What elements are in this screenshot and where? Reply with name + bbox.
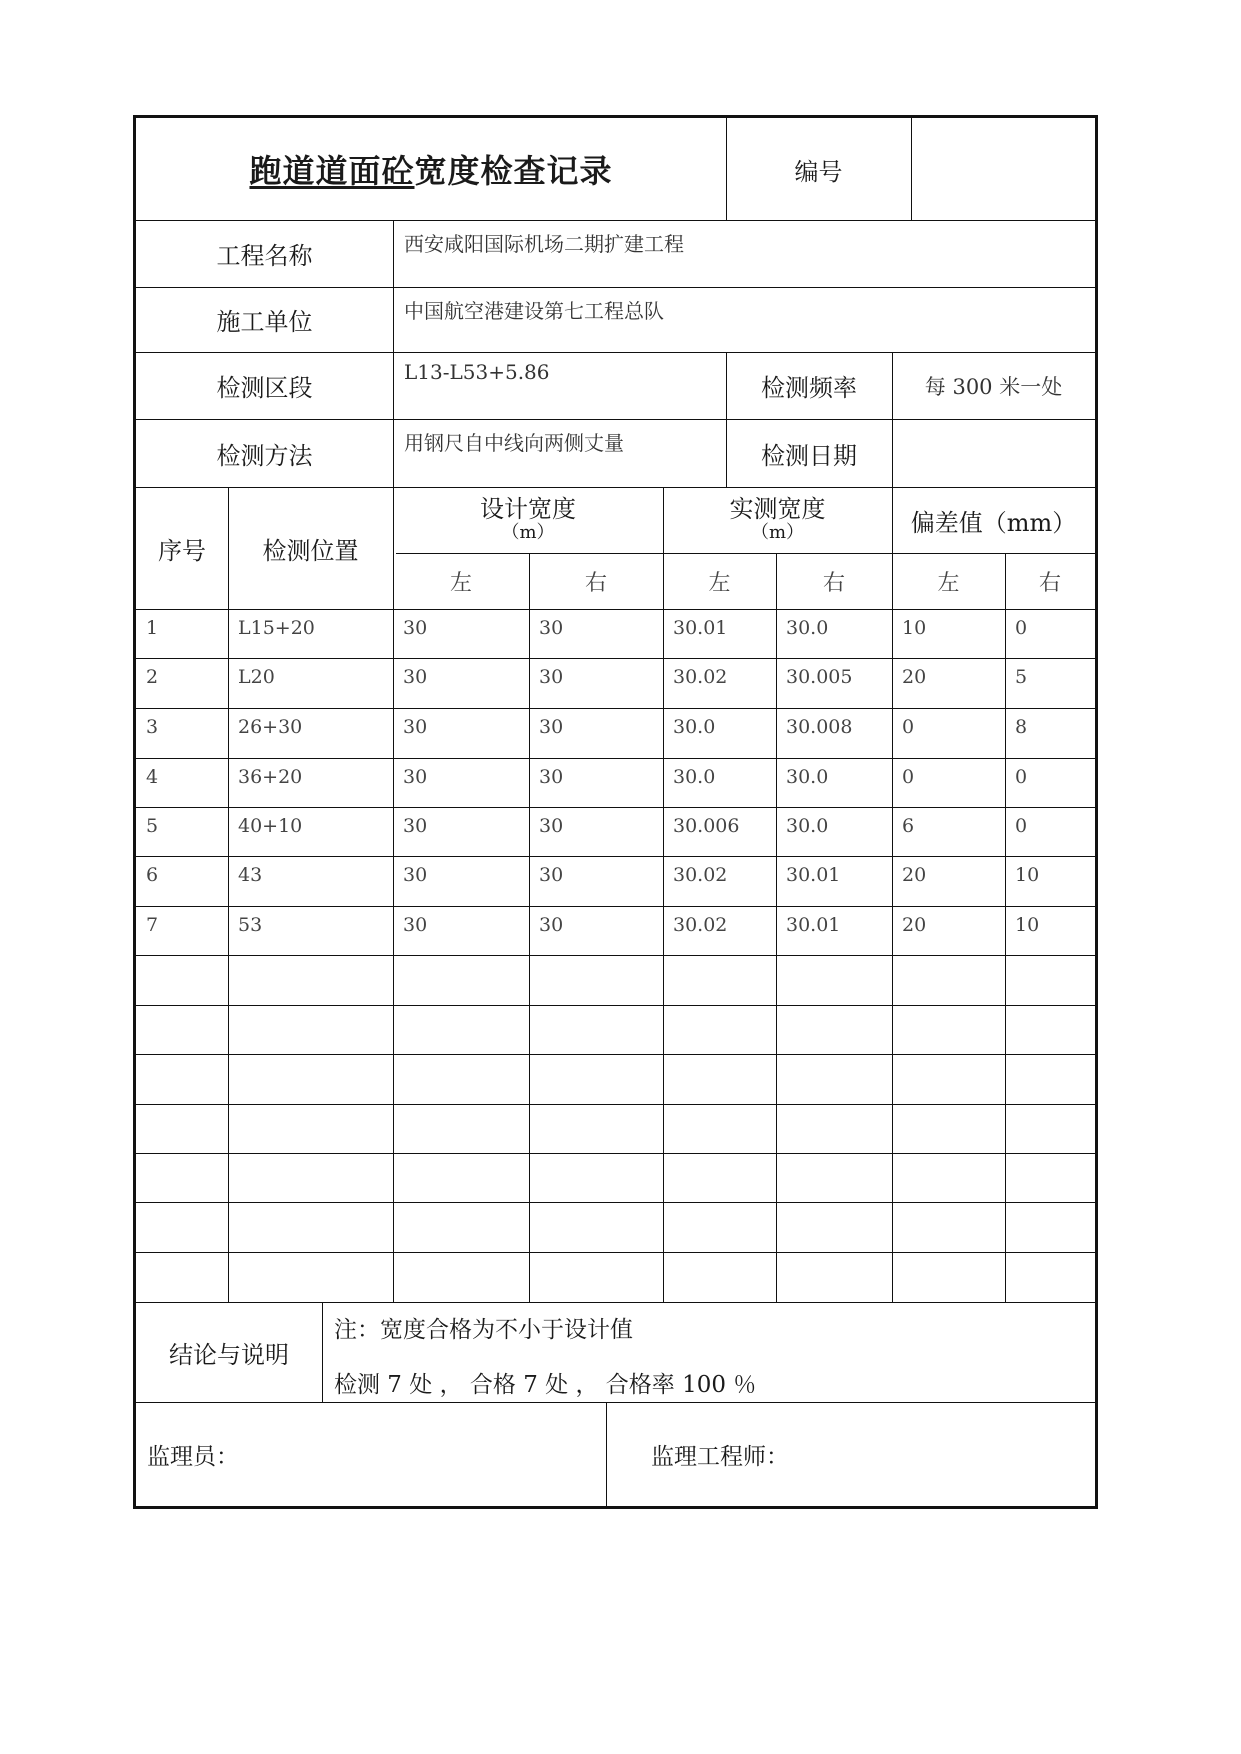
cell-seq: 2 — [146, 666, 159, 688]
cell-measured-right — [776, 1005, 892, 1054]
cell-deviation-left — [892, 1054, 1005, 1103]
cell-deviation-right: 10 — [1015, 914, 1040, 936]
method-value: 用钢尺自中线向两侧丈量 — [404, 431, 624, 455]
cell-deviation-right — [1005, 1202, 1095, 1251]
cell-design-right — [529, 1153, 663, 1202]
cell-measured-left: 30.006 — [673, 815, 740, 837]
col-measured-label: 实测宽度 — [729, 494, 826, 523]
cell-seq: 7 — [146, 914, 159, 936]
cell-deviation-left — [892, 1202, 1005, 1251]
cell-measured-right — [776, 1104, 892, 1153]
cell-measured-left: 30.01 — [673, 617, 728, 639]
cell-deviation-right: 5 — [1015, 666, 1028, 688]
col-measured-unit: （m） — [750, 522, 805, 544]
project-name-label: 工程名称 — [216, 242, 313, 270]
cell-measured-right: 30.0 — [786, 617, 829, 639]
cell-deviation-left: 20 — [902, 666, 927, 688]
inspection-record-form — [133, 115, 1098, 1509]
col-design-label: 设计宽度 — [480, 494, 576, 523]
cell-design-left: 30 — [403, 864, 428, 886]
cell-position: 26+30 — [238, 716, 303, 738]
cell-seq: 3 — [146, 716, 159, 738]
cell-measured-right: 30.008 — [786, 716, 853, 738]
cell-seq: 1 — [146, 617, 159, 639]
cell-position: L20 — [238, 666, 275, 688]
measured-right-header: 右 — [822, 570, 845, 596]
cell-measured-left — [663, 1104, 776, 1153]
cell-seq — [136, 1005, 228, 1054]
cell-deviation-left — [892, 1153, 1005, 1202]
col-deviation-header: 偏差值（mm） — [910, 508, 1077, 537]
cell-measured-left: 30.0 — [673, 766, 716, 788]
design-right-header: 右 — [584, 570, 607, 596]
cell-deviation-right — [1005, 955, 1095, 1004]
cell-seq: 6 — [146, 864, 159, 886]
cell-deviation-right: 0 — [1015, 766, 1028, 788]
cell-measured-right — [776, 955, 892, 1004]
col-position-header: 检测位置 — [262, 536, 359, 565]
cell-design-left: 30 — [403, 666, 428, 688]
col-design-header — [393, 487, 663, 553]
contractor-value: 中国航空港建设第七工程总队 — [404, 299, 664, 323]
cell-deviation-left: 20 — [902, 864, 927, 886]
cell-deviation-right — [1005, 1054, 1095, 1103]
cell-deviation-right — [1005, 1153, 1095, 1202]
date-label: 检测日期 — [761, 441, 857, 470]
form-title-rest: 宽度检查记录 — [414, 152, 613, 190]
cell-design-right: 30 — [539, 617, 564, 639]
cell-position — [228, 1202, 393, 1251]
cell-design-left — [393, 1252, 529, 1301]
cell-deviation-left: 10 — [902, 617, 927, 639]
cell-design-left — [393, 1054, 529, 1103]
cell-design-right — [529, 1054, 663, 1103]
date-value — [892, 419, 1095, 487]
cell-design-left — [393, 1202, 529, 1251]
cell-seq — [136, 955, 228, 1004]
cell-position — [228, 1005, 393, 1054]
cell-measured-left — [663, 1054, 776, 1103]
cell-design-right: 30 — [539, 864, 564, 886]
form-title — [136, 118, 726, 220]
cell-measured-right — [776, 1202, 892, 1251]
cell-measured-left — [663, 1005, 776, 1054]
cell-measured-right — [776, 1054, 892, 1103]
number-value — [911, 118, 1095, 220]
cell-measured-right — [776, 1252, 892, 1301]
cell-design-right — [529, 955, 663, 1004]
design-left-header: 左 — [449, 570, 472, 596]
cell-seq: 4 — [146, 766, 159, 788]
cell-seq — [136, 1252, 228, 1301]
cell-design-left — [393, 1005, 529, 1054]
cell-measured-left: 30.02 — [673, 666, 728, 688]
cell-deviation-left — [892, 1104, 1005, 1153]
cell-seq: 5 — [146, 815, 159, 837]
cell-deviation-right — [1005, 1005, 1095, 1054]
section-label: 检测区段 — [216, 374, 313, 402]
cell-deviation-left — [892, 955, 1005, 1004]
cell-measured-left: 30.02 — [673, 914, 728, 936]
cell-design-right — [529, 1104, 663, 1153]
cell-deviation-left — [892, 1252, 1005, 1301]
cell-measured-left — [663, 1202, 776, 1251]
cell-design-right: 30 — [539, 716, 564, 738]
conclusion-summary: 检测 7 处 ， 合格 7 处 ， 合格率 100 ％ — [334, 1372, 757, 1398]
cell-seq — [136, 1054, 228, 1103]
frequency-value: 每 300 米一处 — [924, 374, 1063, 399]
cell-position: 40+10 — [238, 815, 303, 837]
cell-deviation-left: 6 — [902, 815, 915, 837]
cell-deviation-left — [892, 1005, 1005, 1054]
cell-design-right: 30 — [539, 766, 564, 788]
cell-deviation-right: 10 — [1015, 864, 1040, 886]
cell-measured-left — [663, 1252, 776, 1301]
cell-design-left — [393, 1153, 529, 1202]
cell-design-right: 30 — [539, 914, 564, 936]
cell-design-left: 30 — [403, 716, 428, 738]
cell-deviation-right — [1005, 1104, 1095, 1153]
cell-position: L15+20 — [238, 617, 315, 639]
cell-measured-left: 30.0 — [673, 716, 716, 738]
cell-position — [228, 1104, 393, 1153]
cell-design-right: 30 — [539, 815, 564, 837]
cell-design-left: 30 — [403, 815, 428, 837]
number-label: 编号 — [794, 157, 843, 186]
cell-design-left: 30 — [403, 914, 428, 936]
conclusion-label: 结论与说明 — [169, 1340, 289, 1369]
cell-measured-right: 30.0 — [786, 815, 829, 837]
cell-measured-right: 30.01 — [786, 864, 841, 886]
cell-measured-right: 30.0 — [786, 766, 829, 788]
cell-deviation-right — [1005, 1252, 1095, 1301]
cell-deviation-left: 0 — [902, 766, 915, 788]
deviation-left-header: 左 — [937, 570, 960, 596]
cell-design-left — [393, 955, 529, 1004]
cell-position — [228, 1153, 393, 1202]
cell-design-right — [529, 1005, 663, 1054]
cell-measured-left — [663, 1153, 776, 1202]
cell-measured-right — [776, 1153, 892, 1202]
cell-position — [228, 1054, 393, 1103]
cell-design-left — [393, 1104, 529, 1153]
cell-design-right — [529, 1202, 663, 1251]
project-name-value: 西安咸阳国际机场二期扩建工程 — [404, 232, 684, 256]
contractor-label: 施工单位 — [216, 308, 313, 336]
engineer-signature: 监理工程师： — [651, 1443, 789, 1470]
cell-position: 43 — [238, 864, 263, 886]
cell-seq — [136, 1153, 228, 1202]
frequency-label: 检测频率 — [761, 374, 857, 402]
cell-position: 36+20 — [238, 766, 303, 788]
cell-deviation-right: 0 — [1015, 815, 1028, 837]
cell-design-left: 30 — [403, 766, 428, 788]
deviation-right-header: 右 — [1038, 570, 1061, 596]
cell-deviation-left: 20 — [902, 914, 927, 936]
cell-deviation-right: 0 — [1015, 617, 1028, 639]
cell-position — [228, 955, 393, 1004]
cell-deviation-right: 8 — [1015, 716, 1028, 738]
cell-design-left: 30 — [403, 617, 428, 639]
cell-design-right — [529, 1252, 663, 1301]
col-measured-header — [663, 487, 892, 553]
col-design-unit: （m） — [501, 522, 555, 544]
measured-left-header: 左 — [708, 570, 731, 596]
method-label: 检测方法 — [216, 441, 313, 470]
cell-position — [228, 1252, 393, 1301]
supervisor-signature: 监理员： — [147, 1443, 239, 1470]
conclusion-note: 注：宽度合格为不小于设计值 — [334, 1317, 633, 1343]
col-seq-header: 序号 — [158, 536, 206, 565]
cell-seq — [136, 1104, 228, 1153]
section-value: L13-L53+5.86 — [404, 360, 550, 384]
cell-deviation-left: 0 — [902, 716, 915, 738]
cell-measured-left — [663, 955, 776, 1004]
cell-seq — [136, 1202, 228, 1251]
cell-measured-right: 30.01 — [786, 914, 841, 936]
cell-measured-right: 30.005 — [786, 666, 853, 688]
cell-position: 53 — [238, 914, 263, 936]
cell-design-right: 30 — [539, 666, 564, 688]
cell-measured-left: 30.02 — [673, 864, 728, 886]
form-title-underlined: 跑道道面砼 — [249, 152, 415, 190]
